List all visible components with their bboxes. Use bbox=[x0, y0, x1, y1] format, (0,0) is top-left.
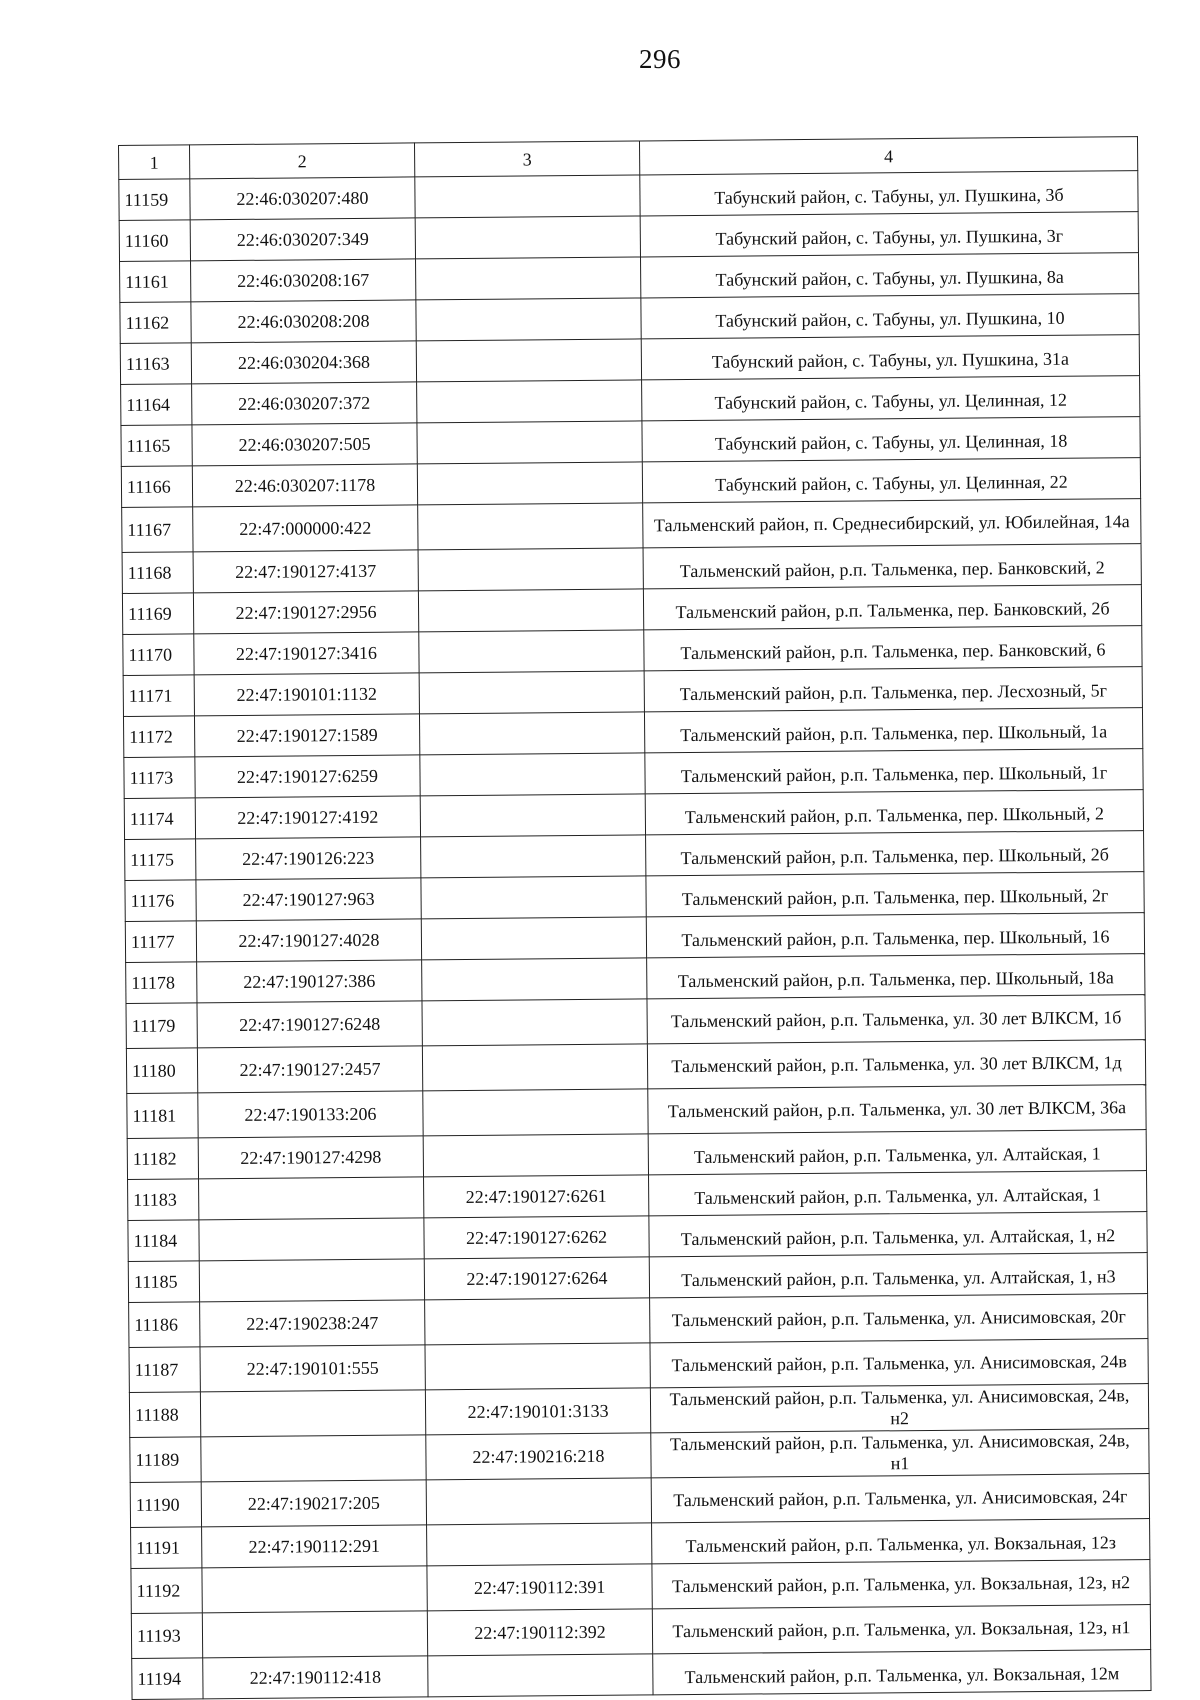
row-number-cell: 11187 bbox=[129, 1347, 200, 1393]
related-cadastral-number-cell bbox=[422, 999, 647, 1046]
row-number-cell: 11167 bbox=[122, 507, 193, 553]
row-number-cell: 11183 bbox=[128, 1179, 199, 1221]
address-cell: Тальменский район, р.п. Тальменка, пер. Банковский, 2 bbox=[643, 544, 1141, 589]
cadastral-number-cell: 22:46:030208:167 bbox=[191, 259, 416, 302]
row-number-cell: 11175 bbox=[125, 839, 196, 881]
address-cell: Тальменский район, р.п. Тальменка, ул. Алтайская, 1 bbox=[648, 1130, 1146, 1175]
row-number-cell: 11180 bbox=[126, 1048, 197, 1094]
cadastral-number-cell bbox=[202, 1611, 427, 1658]
registry-table bbox=[118, 136, 1152, 1700]
row-number-cell: 11194 bbox=[132, 1658, 203, 1700]
cadastral-number-cell: 22:47:190127:2457 bbox=[197, 1046, 422, 1093]
row-number-cell: 11176 bbox=[125, 880, 196, 922]
cadastral-number-cell: 22:46:030207:349 bbox=[190, 218, 415, 261]
related-cadastral-number-cell bbox=[418, 589, 643, 632]
related-cadastral-number-cell bbox=[420, 753, 645, 796]
related-cadastral-number-cell bbox=[416, 257, 641, 300]
related-cadastral-number-cell bbox=[423, 1089, 648, 1136]
cadastral-number-cell: 22:47:190127:963 bbox=[196, 878, 421, 921]
related-cadastral-number-cell bbox=[416, 298, 641, 341]
cadastral-number-cell: 22:46:030204:368 bbox=[191, 341, 416, 384]
related-cadastral-number-cell bbox=[423, 1134, 648, 1177]
cadastral-number-cell: 22:47:190238:247 bbox=[200, 1300, 425, 1347]
row-number-cell: 11191 bbox=[131, 1527, 202, 1569]
row-number-cell: 11159 bbox=[119, 179, 190, 221]
row-number-cell: 11184 bbox=[128, 1220, 199, 1262]
row-number-cell: 11164 bbox=[121, 384, 192, 426]
address-cell: Табунский район, с. Табуны, ул. Целинная, 12 bbox=[642, 376, 1140, 421]
row-number-cell: 11166 bbox=[121, 466, 192, 508]
address-cell: Табунский район, с. Табуны, ул. Пушкина, 3г bbox=[640, 212, 1138, 257]
row-number-cell: 11188 bbox=[129, 1392, 200, 1438]
column-header-2: 2 bbox=[190, 143, 415, 179]
row-number-cell: 11179 bbox=[126, 1003, 197, 1049]
cadastral-number-cell: 22:46:030207:372 bbox=[192, 382, 417, 425]
related-cadastral-number-cell: 22:47:190127:6262 bbox=[424, 1216, 649, 1259]
cadastral-number-cell: 22:46:030207:505 bbox=[192, 423, 417, 466]
address-cell: Табунский район, с. Табуны, ул. Целинная, 18 bbox=[642, 417, 1140, 462]
address-cell: Тальменский район, р.п. Тальменка, ул. Алтайская, 1, н3 bbox=[649, 1253, 1147, 1298]
address-cell: Тальменский район, р.п. Тальменка, пер. Банковский, 2б bbox=[643, 585, 1141, 630]
related-cadastral-number-cell bbox=[419, 712, 644, 755]
page-number: 296 bbox=[639, 44, 681, 74]
row-number-cell: 11168 bbox=[122, 552, 193, 594]
related-cadastral-number-cell bbox=[428, 1654, 653, 1697]
related-cadastral-number-cell bbox=[415, 175, 640, 218]
row-number-cell: 11192 bbox=[131, 1568, 202, 1614]
cadastral-number-cell: 22:47:190127:6259 bbox=[195, 755, 420, 798]
address-cell: Тальменский район, р.п. Тальменка, пер. Школьный, 2г bbox=[646, 872, 1144, 917]
address-cell: Табунский район, с. Табуны, ул. Пушкина, 8а bbox=[640, 253, 1138, 298]
related-cadastral-number-cell bbox=[426, 1478, 651, 1525]
row-number-cell: 11193 bbox=[131, 1613, 202, 1659]
row-number-cell: 11163 bbox=[120, 343, 191, 385]
related-cadastral-number-cell bbox=[425, 1343, 650, 1390]
related-cadastral-number-cell bbox=[420, 794, 645, 837]
cadastral-number-cell: 22:47:190133:206 bbox=[198, 1091, 423, 1138]
cadastral-number-cell: 22:47:190126:223 bbox=[196, 837, 421, 880]
row-number-cell: 11161 bbox=[120, 261, 191, 303]
address-cell: Тальменский район, р.п. Тальменка, пер. Лесхозный, 5г bbox=[644, 667, 1142, 712]
cadastral-number-cell bbox=[199, 1218, 424, 1261]
address-cell: Тальменский район, р.п. Тальменка, пер. Школьный, 1а bbox=[644, 708, 1142, 753]
address-cell: Тальменский район, р.п. Тальменка, ул. Анисимовская, 24г bbox=[651, 1474, 1149, 1523]
row-number-cell: 11190 bbox=[130, 1482, 201, 1528]
address-cell: Тальменский район, п. Среднесибирский, ул. Юбилейная, 14а bbox=[643, 499, 1141, 548]
cadastral-number-cell: 22:47:190112:418 bbox=[203, 1656, 428, 1699]
address-cell: Тальменский район, р.п. Тальменка, ул. Вокзальная, 12з, н2 bbox=[652, 1560, 1150, 1609]
address-cell: Тальменский район, р.п. Тальменка, пер. Школьный, 16 bbox=[646, 913, 1144, 958]
cadastral-number-cell bbox=[199, 1259, 424, 1302]
related-cadastral-number-cell: 22:47:190112:391 bbox=[427, 1564, 652, 1611]
row-number-cell: 11178 bbox=[126, 962, 197, 1004]
address-cell: Тальменский район, р.п. Тальменка, ул. 30 лет ВЛКСМ, 1д bbox=[647, 1040, 1145, 1089]
address-cell: Табунский район, с. Табуны, ул. Пушкина, 31а bbox=[641, 335, 1139, 380]
cadastral-number-cell: 22:46:030207:480 bbox=[190, 177, 415, 220]
related-cadastral-number-cell bbox=[419, 671, 644, 714]
row-number-cell: 11170 bbox=[123, 634, 194, 676]
address-cell: Табунский район, с. Табуны, ул. Пушкина, 10 bbox=[641, 294, 1139, 339]
related-cadastral-number-cell bbox=[416, 339, 641, 382]
related-cadastral-number-cell bbox=[417, 421, 642, 464]
address-cell: Тальменский район, р.п. Тальменка, пер. Школьный, 2б bbox=[646, 831, 1144, 876]
cadastral-number-cell: 22:47:190101:555 bbox=[200, 1345, 425, 1392]
row-number-cell: 11182 bbox=[127, 1138, 198, 1180]
related-cadastral-number-cell bbox=[415, 216, 640, 259]
related-cadastral-number-cell: 22:47:190101:3133 bbox=[425, 1388, 650, 1435]
address-cell: Тальменский район, р.п. Тальменка, пер. Банковский, 6 bbox=[644, 626, 1142, 671]
cadastral-number-cell: 22:47:190217:205 bbox=[201, 1480, 426, 1527]
address-cell: Тальменский район, р.п. Тальменка, ул. Алтайская, 1, н2 bbox=[649, 1212, 1147, 1257]
table-body bbox=[119, 171, 1151, 1700]
related-cadastral-number-cell bbox=[418, 548, 643, 591]
related-cadastral-number-cell bbox=[425, 1298, 650, 1345]
cadastral-number-cell bbox=[202, 1566, 427, 1613]
cadastral-number-cell: 22:47:190127:2956 bbox=[193, 591, 418, 634]
cadastral-number-cell: 22:47:190127:4298 bbox=[198, 1136, 423, 1179]
address-cell: Тальменский район, р.п. Тальменка, ул. Вокзальная, 12м bbox=[653, 1650, 1151, 1695]
cadastral-number-cell: 22:46:030207:1178 bbox=[192, 464, 417, 507]
related-cadastral-number-cell bbox=[417, 462, 642, 505]
related-cadastral-number-cell: 22:47:190127:6261 bbox=[424, 1175, 649, 1218]
cadastral-number-cell bbox=[199, 1177, 424, 1220]
related-cadastral-number-cell bbox=[422, 958, 647, 1001]
cadastral-number-cell: 22:47:190101:1132 bbox=[194, 673, 419, 716]
row-number-cell: 11165 bbox=[121, 425, 192, 467]
cadastral-number-cell: 22:47:190127:4137 bbox=[193, 550, 418, 593]
table-row bbox=[132, 1650, 1151, 1700]
row-number-cell: 11185 bbox=[128, 1261, 199, 1303]
address-cell: Табунский район, с. Табуны, ул. Пушкина, 3б bbox=[640, 171, 1138, 216]
related-cadastral-number-cell bbox=[421, 876, 646, 919]
cadastral-number-cell: 22:47:190127:3416 bbox=[194, 632, 419, 675]
address-cell: Тальменский район, р.п. Тальменка, ул. 30 лет ВЛКСМ, 36а bbox=[648, 1085, 1146, 1134]
column-header-4: 4 bbox=[639, 137, 1137, 175]
related-cadastral-number-cell bbox=[427, 1523, 652, 1566]
row-number-cell: 11177 bbox=[125, 921, 196, 963]
column-header-3: 3 bbox=[414, 141, 639, 177]
related-cadastral-number-cell: 22:47:190127:6264 bbox=[424, 1257, 649, 1300]
address-cell: Тальменский район, р.п. Тальменка, ул. Анисимовская, 24в, н1 bbox=[651, 1429, 1149, 1478]
related-cadastral-number-cell: 22:47:190112:392 bbox=[427, 1609, 652, 1656]
cadastral-number-cell: 22:47:190127:386 bbox=[197, 960, 422, 1003]
related-cadastral-number-cell bbox=[421, 835, 646, 878]
cadastral-number-cell: 22:47:190112:291 bbox=[202, 1525, 427, 1568]
column-header-1: 1 bbox=[119, 145, 190, 180]
address-cell: Табунский район, с. Табуны, ул. Целинная, 22 bbox=[642, 458, 1140, 503]
address-cell: Тальменский район, р.п. Тальменка, пер. Школьный, 18а bbox=[647, 954, 1145, 999]
address-cell: Тальменский район, р.п. Тальменка, ул. Анисимовская, 20г bbox=[650, 1294, 1148, 1343]
cadastral-number-cell: 22:47:000000:422 bbox=[193, 505, 418, 552]
cadastral-number-cell bbox=[200, 1390, 425, 1437]
row-number-cell: 11171 bbox=[123, 675, 194, 717]
address-cell: Тальменский район, р.п. Тальменка, пер. Школьный, 2 bbox=[645, 790, 1143, 835]
address-cell: Тальменский район, р.п. Тальменка, ул. Анисимовская, 24в, н2 bbox=[650, 1384, 1148, 1433]
related-cadastral-number-cell bbox=[419, 630, 644, 673]
row-number-cell: 11173 bbox=[124, 757, 195, 799]
related-cadastral-number-cell bbox=[417, 380, 642, 423]
address-cell: Тальменский район, р.п. Тальменка, ул. Анисимовская, 24в bbox=[650, 1339, 1148, 1388]
row-number-cell: 11169 bbox=[122, 593, 193, 635]
row-number-cell: 11174 bbox=[124, 798, 195, 840]
row-number-cell: 11189 bbox=[130, 1437, 201, 1483]
cadastral-number-cell: 22:47:190127:1589 bbox=[194, 714, 419, 757]
cadastral-number-cell: 22:47:190127:6248 bbox=[197, 1001, 422, 1048]
row-number-cell: 11160 bbox=[119, 220, 190, 262]
related-cadastral-number-cell bbox=[418, 503, 643, 550]
cadastral-number-cell bbox=[201, 1435, 426, 1482]
address-cell: Тальменский район, р.п. Тальменка, ул. 30 лет ВЛКСМ, 1б bbox=[647, 995, 1145, 1044]
related-cadastral-number-cell: 22:47:190216:218 bbox=[426, 1433, 651, 1480]
row-number-cell: 11162 bbox=[120, 302, 191, 344]
address-cell: Тальменский район, р.п. Тальменка, ул. Алтайская, 1 bbox=[649, 1171, 1147, 1216]
address-cell: Тальменский район, р.п. Тальменка, ул. Вокзальная, 12з bbox=[652, 1519, 1150, 1564]
address-cell: Тальменский район, р.п. Тальменка, пер. Школьный, 1г bbox=[645, 749, 1143, 794]
row-number-cell: 11181 bbox=[127, 1093, 198, 1139]
cadastral-number-cell: 22:47:190127:4192 bbox=[195, 796, 420, 839]
cadastral-number-cell: 22:46:030208:208 bbox=[191, 300, 416, 343]
related-cadastral-number-cell bbox=[421, 917, 646, 960]
cadastral-number-cell: 22:47:190127:4028 bbox=[196, 919, 421, 962]
row-number-cell: 11172 bbox=[123, 716, 194, 758]
related-cadastral-number-cell bbox=[422, 1044, 647, 1091]
address-cell: Тальменский район, р.п. Тальменка, ул. Вокзальная, 12з, н1 bbox=[652, 1605, 1150, 1654]
row-number-cell: 11186 bbox=[129, 1302, 200, 1348]
